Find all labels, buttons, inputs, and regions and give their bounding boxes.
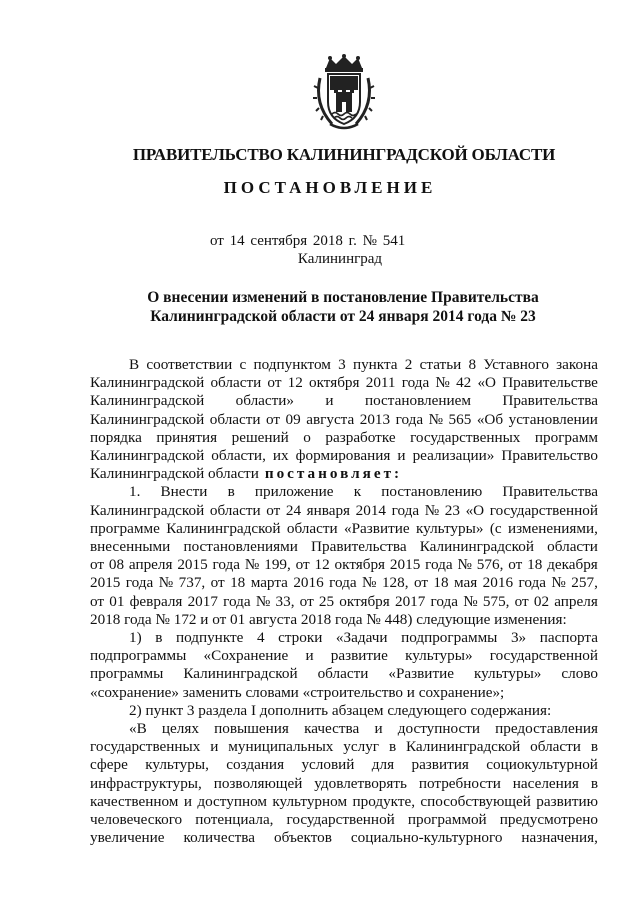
body-line: 2018 года № 172 и от 01 августа 2018 года № 448) следующие изменения: bbox=[90, 610, 567, 628]
body-line: Калининградской области от 24 января 2014 года № 23 «О государственной bbox=[90, 501, 598, 519]
body-line: подпрограммы «Сохранение и развитие культуры» государственной bbox=[90, 647, 598, 665]
body-line: «сохранение» заменить словами «строительство и сохранение»; bbox=[90, 683, 505, 701]
body-line: порядка принятия решений о разработке государственных программ bbox=[90, 428, 598, 446]
body-line: программе Калининградской области «Развитие культуры» (с изменениями, bbox=[90, 519, 598, 537]
body-line: В соответствии с подпунктом 3 пункта 2 статьи 8 Уставного закона bbox=[129, 356, 598, 373]
body-line: 2) пункт 3 раздела I дополнить абзацем следующего содержания: bbox=[129, 701, 552, 719]
coat-of-arms-emblem bbox=[312, 54, 376, 132]
body-line: программы Калининградской области «Развитие культуры» слово bbox=[90, 665, 598, 683]
document-body bbox=[90, 356, 598, 847]
body-line: человеческого потенциала, государственной программой предусмотрено bbox=[90, 811, 598, 829]
subject-line: О внесении изменений в постановление Правительства bbox=[147, 289, 539, 306]
body-line: 1. Внести в приложение к постановлению Правительства bbox=[129, 483, 598, 501]
body-line: Калининградской области от 09 августа 2013 года № 565 «Об установлении bbox=[90, 410, 598, 428]
date-and-number: от 14 сентября 2018 г. № 541 bbox=[210, 233, 406, 249]
body-line: инфраструктуры, позволяющей удовлетворять потребности населения в bbox=[90, 774, 598, 792]
document-type: ПОСТАНОВЛЕНИЕ bbox=[223, 178, 437, 197]
city: Калининград bbox=[297, 251, 383, 267]
government-name: ПРАВИТЕЛЬСТВО КАЛИНИНГРАДСКОЙ ОБЛАСТИ bbox=[132, 145, 556, 164]
subject-line: Калининградской области от 24 января 2014 года № 23 bbox=[150, 308, 536, 325]
body-line: качественном и доступном культурном продукте, способствующей развитию bbox=[90, 792, 598, 810]
body-line: внесенными постановлениями Правительства Калининградской области bbox=[90, 538, 598, 556]
document-subject bbox=[0, 288, 640, 326]
body-line: «В целях повышения качества и доступности предоставления bbox=[129, 720, 598, 738]
body-line: государственных и муниципальных услуг в Калининградской области в bbox=[90, 738, 598, 756]
body-line: от 08 апреля 2015 года № 199, от 12 октября 2015 года № 576, от 18 декабря bbox=[90, 556, 598, 574]
body-line: Калининградской области, их формирования и реализации» Правительство bbox=[90, 447, 598, 465]
body-line: Калининградской области постановляет: bbox=[90, 465, 403, 483]
body-line: 2015 года № 737, от 18 марта 2016 года № 128, от 18 мая 2016 года № 257, bbox=[90, 574, 598, 592]
body-line: Калининградской области от 12 октября 2011 года № 42 «О Правительстве bbox=[90, 374, 598, 392]
body-line: от 01 февраля 2017 года № 33, от 25 октября 2017 года № 575, от 02 апреля bbox=[90, 592, 598, 610]
body-line: увеличение количества объектов социально-культурного назначения, bbox=[90, 829, 598, 847]
body-line: Калининградской области» и постановлением Правительства bbox=[90, 392, 598, 410]
body-line: 1) в подпункте 4 строки «Задачи подпрограммы 3» паспорта bbox=[129, 629, 598, 647]
body-line: сфере культуры, создания условий для развития социокультурной bbox=[90, 756, 598, 774]
decree-verb: постановляет: bbox=[264, 465, 403, 483]
